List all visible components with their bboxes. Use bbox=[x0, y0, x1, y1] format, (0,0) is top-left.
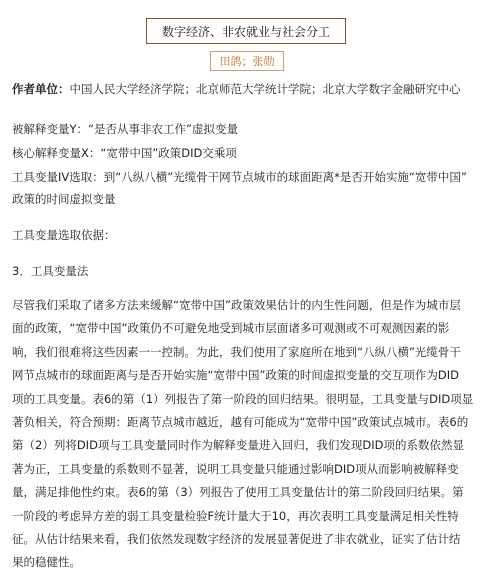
instrument-variable-line1: 工具变量IV选取：到“八纵八横”光缆骨干网节点城市的球面距离*是否开始实施“宽带中国” bbox=[12, 170, 467, 184]
body-paragraph bbox=[12, 294, 488, 575]
affiliation-text: 中国人民大学经济学院；北京师范大学统计学院；北京大学数字金融研究中心 bbox=[69, 82, 461, 96]
authors: 田鸽；张勋 bbox=[219, 55, 275, 68]
body-line: 项的工具变量。表6的第（1）列报告了第一阶段的回归结果。很明显，工具变量与DID项显 bbox=[12, 391, 474, 406]
body-line: 著为正，工具变量的系数则不显著，说明工具变量只能通过影响DID项从而影响被解释变 bbox=[12, 461, 459, 476]
article-title: 数字经济、非农就业与社会分工 bbox=[161, 24, 330, 39]
basis-heading: 工具变量选取依据： bbox=[12, 228, 116, 242]
article-title-box bbox=[146, 18, 346, 44]
affiliation-line bbox=[12, 81, 461, 97]
body-line: 网节点城市的球面距离与是否开始实施“宽带中国”政策的时间虚拟变量的交互项作为DID bbox=[12, 368, 460, 383]
body-line: 果的稳健性。 bbox=[12, 555, 81, 570]
affiliation-label: 作者单位： bbox=[12, 82, 70, 96]
section-heading: 3．工具变量法 bbox=[12, 264, 89, 278]
body-line: 尽管我们采取了诸多方法来缓解“宽带中国”政策效果估计的内生性问题，但是作为城市层 bbox=[12, 298, 461, 312]
body-line: 面的政策，“宽带中国”政策仍不可避免地受到城市层面诸多可观测或不可观测因素的影 bbox=[12, 321, 450, 336]
body-line: 著负相关，符合预期：距离节点城市越近，越有可能成为“宽带中国”政策试点城市。表6的 bbox=[12, 415, 469, 430]
core-variable: 核心解释变量X：“宽带中国”政策DID交乘项 bbox=[12, 146, 237, 160]
dependent-variable: 被解释变量Y：“是否从事非农工作”虚拟变量 bbox=[12, 122, 238, 136]
body-line: 一阶段的考虑异方差的弱工具变量检验F统计量大于10，再次表明工具变量满足相关性特 bbox=[12, 508, 459, 523]
instrument-variable-line2: 政策的时间虚拟变量 bbox=[12, 192, 116, 206]
body-line: 第（2）列将DID项与工具变量同时作为解释变量进入回归，我们发现DID项的系数依然显 bbox=[12, 438, 465, 453]
authors-box bbox=[210, 51, 284, 71]
body-line: 征。从估计结果来看，我们依然发现数字经济的发展显著促进了非农就业，证实了估计结 bbox=[12, 532, 461, 547]
body-line: 量，满足排他性约束。表6的第（3）列报告了使用工具变量估计的第二阶段回归结果。第 bbox=[12, 485, 464, 500]
body-line: 响，我们很难将这些因素一一控制。为此，我们使用了家庭所在地到“八纵八横”光缆骨干 bbox=[12, 344, 461, 359]
